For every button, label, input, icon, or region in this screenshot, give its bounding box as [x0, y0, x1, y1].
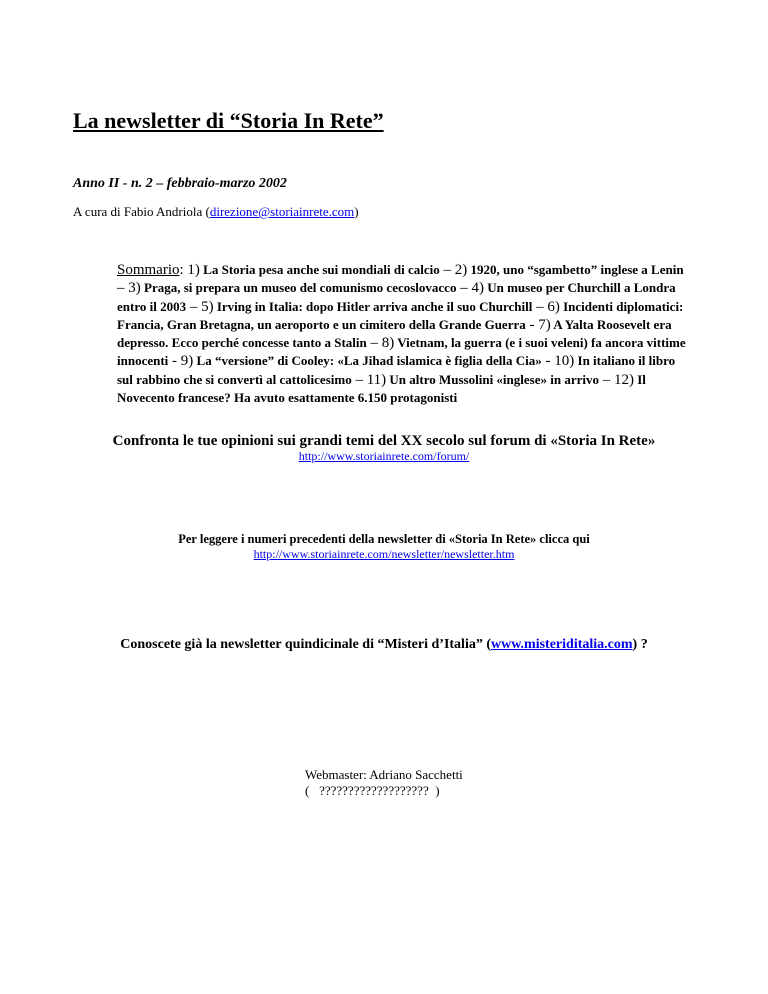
misteri-suffix: ) ? — [632, 637, 648, 652]
summary-item-separator: – — [532, 298, 548, 315]
summary-item-text: 1920, uno “sgambetto” inglese a Lenin — [470, 262, 684, 277]
summary-item-text: A Yalta Roosevelt era depresso. Ecco perché concesse tanto a Stalin — [117, 316, 672, 351]
webmaster-line: Webmaster: Adriano Sacchetti — [305, 767, 463, 782]
summary-item-separator: - — [525, 316, 539, 333]
summary-item-number: 3) — [128, 280, 141, 297]
summary-block — [117, 261, 687, 407]
summary-item-separator: - — [168, 353, 181, 370]
summary-item-separator: – — [117, 280, 129, 297]
forum-link-row — [0, 449, 768, 464]
summary-item-text: Un altro Mussolini «inglese» in arrivo — [389, 371, 599, 387]
summary-item-text: Praga, si prepara un museo del comunismo cecoslovacco — [144, 280, 457, 296]
misteri-promo — [0, 637, 768, 653]
summary-item-number: 8) — [381, 335, 395, 352]
summary-item-number: 12) — [613, 371, 634, 388]
summary-item-text: Un museo per Churchill a Londra entro il 2003 — [117, 280, 676, 314]
editor-suffix: ) — [354, 204, 359, 219]
summary-item-separator: – — [439, 262, 455, 278]
summary-item-separator: – — [598, 371, 614, 388]
summary-item-separator: – — [366, 335, 382, 352]
summary-item-text: Vietnam, la guerra (e i suoi veleni) fa ancora vittime innocenti — [117, 335, 686, 369]
summary-item-text: Il Novecento francese? Ha avuto esattamente 6.150 protagonisti — [117, 371, 646, 406]
summary-item-separator: – — [456, 280, 472, 297]
misteri-prefix: Conoscete già la newsletter quindicinale di “Misteri d’Italia” ( — [120, 637, 491, 652]
summary-item-number: 5) — [201, 298, 214, 315]
summary-item-number: 9) — [180, 353, 194, 370]
summary-item-number: 4) — [471, 280, 484, 297]
summary-item-separator: - — [541, 353, 555, 370]
summary-label: Sommario — [117, 262, 180, 278]
misteri-link[interactable]: www.misteriditalia.com — [491, 637, 633, 652]
editor-email-link[interactable]: direzione@storiainrete.com — [209, 204, 355, 219]
summary-item-number: 6) — [547, 298, 560, 315]
webmaster-email-line: ( ??????????????????? ) — [305, 783, 440, 798]
summary-item-separator: – — [186, 298, 202, 315]
summary-item-number: 10) — [554, 353, 575, 370]
previous-issues-link-row — [0, 547, 768, 562]
summary-item-text: Irving in Italia: dopo Hitler arriva anche il suo Churchill — [216, 298, 533, 314]
summary-item-number: 7) — [538, 316, 551, 333]
summary-items — [117, 262, 686, 405]
forum-link[interactable]: http://www.storiainrete.com/forum/ — [298, 449, 470, 463]
summary-item-number: 2) — [454, 262, 468, 278]
summary-item-separator: – — [351, 371, 367, 388]
summary-item-text: La “versione” di Cooley: «La Jihad islamica è figlia della Cia» — [196, 353, 542, 369]
newsletter-title: La newsletter di “Storia In Rete” — [73, 108, 384, 133]
issue-line: Anno II - n. 2 – febbraio-marzo 2002 — [73, 176, 287, 191]
summary-item-text: Incidenti diplomatici: Francia, Gran Bretagna, un aeroporto e un cimitero della Grande Guerra — [117, 298, 684, 332]
previous-issues-link[interactable]: http://www.storiainrete.com/newsletter/newsletter.htm — [253, 547, 515, 561]
summary-separator: : — [179, 262, 188, 278]
summary-item-text: La Storia pesa anche sui mondiali di calcio — [203, 262, 440, 277]
summary-item-number: 11) — [366, 371, 387, 388]
summary-item-number: 1) — [187, 262, 200, 278]
forum-heading: Confronta le tue opinioni sui grandi temi del XX secolo sul forum di «Storia In Rete» — [112, 433, 656, 449]
editor-line — [73, 204, 359, 220]
editor-prefix: A cura di Fabio Andriola ( — [73, 204, 210, 219]
previous-issues-heading: Per leggere i numeri precedenti della newsletter di «Storia In Rete» clicca qui — [178, 532, 590, 546]
summary-item-text: In italiano il libro sul rabbino che si convertì al cattolicesimo — [117, 353, 676, 387]
